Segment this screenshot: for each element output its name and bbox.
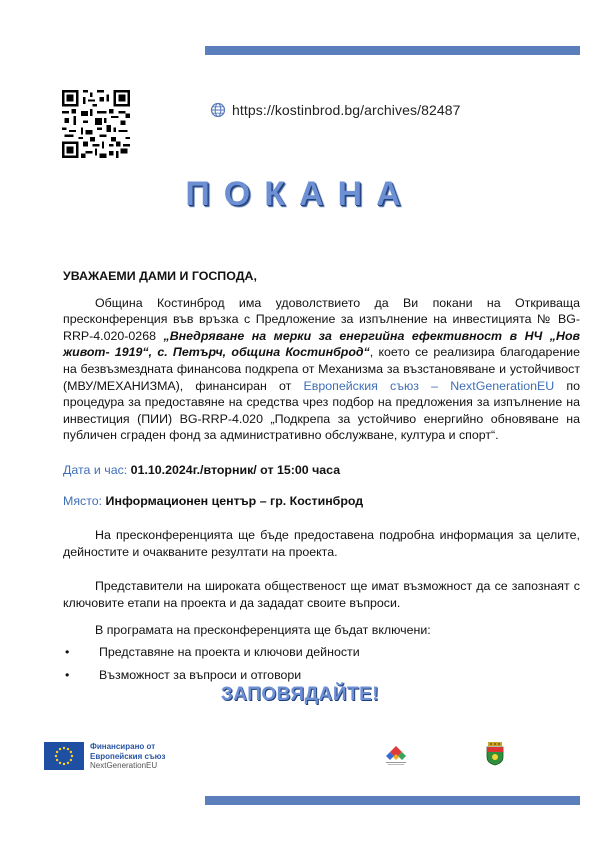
list-item-text: Представяне на проекта и ключови дейности — [99, 645, 360, 660]
eu-funding-logo — [44, 742, 165, 771]
eu-text-line2: Европейския съюз — [90, 751, 166, 761]
info-paragraph: На пресконференцията ще бъде предоставена подробна информация за целите, дейностите и очакваните резултати на проекта. — [63, 528, 580, 559]
program-list — [63, 644, 580, 683]
list-item — [63, 667, 580, 684]
intro-paragraph — [63, 295, 580, 444]
eu-text-line3: NextGenerationEU — [90, 761, 158, 770]
intro-text: Община Костинброд има удоволствието да Ви покани на Откриваща пресконференция във връзка с Предложение за изпълнение на инвестицията № BG-RRP-4.020-0268 — [63, 295, 580, 343]
place-label: Място: — [63, 493, 103, 508]
eu-link[interactable]: Европейския съюз – NextGenerationEU — [303, 378, 555, 393]
header-bar — [205, 46, 580, 55]
bullet-icon: • — [65, 667, 70, 682]
greeting: УВАЖАЕМИ ДАМИ И ГОСПОДА, — [63, 269, 257, 283]
page-title: ПОКАНА — [185, 175, 415, 213]
place-line — [63, 493, 580, 510]
program-intro: В програмата на пресконференцията ще бъдат включени: — [95, 622, 431, 637]
list-item — [63, 644, 580, 661]
url-row[interactable] — [210, 102, 461, 118]
place-value: Информационен център – гр. Костинброд — [102, 493, 364, 508]
welcome-heading: ЗАПОВЯДАЙТЕ! — [220, 684, 380, 705]
qr-code-icon — [62, 90, 130, 158]
list-item-text: Възможност за въпроси и отговори — [99, 667, 302, 682]
public-paragraph: Представители на широката общественост ще имат възможност да се запознаят с ключовите етапи на проекта и да зададат своите въпроси. — [63, 579, 580, 610]
intro-text-end: по процедура за предоставяне на средства чрез подбор на предложения за изпълнение на инвестиция (ПИИ) BG-RRP-4.020 „Подкрепа за устойчиво енергийно обновяване на публичен сграден фонд за административно обслужване, култура и спорт“. — [63, 378, 580, 443]
datetime-value: 01.10.2024г./вторник/ от 15:00 часа — [127, 462, 341, 477]
footer-bar — [205, 796, 580, 805]
eu-text-line1: Финансирано от — [90, 742, 156, 751]
datetime-line — [63, 462, 580, 479]
invitation-body — [63, 268, 580, 689]
datetime-label: Дата и час: — [63, 462, 128, 477]
project-name: „Внедряване на мерки за енергийна ефективност в НЧ „Нов живот- 1919“, с. Петърч, община Костинброд“ — [63, 328, 580, 360]
globe-icon — [210, 102, 226, 118]
municipality-coat-of-arms-icon — [485, 742, 505, 766]
bullet-icon: • — [65, 645, 70, 660]
recovery-plan-logo-icon — [382, 744, 410, 766]
page-url-link[interactable]: https://kostinbrod.bg/archives/82487 — [232, 102, 461, 118]
eu-flag-icon — [44, 742, 84, 770]
intro-text-rest: , което се реализира благодарение на безвъзмездната финансова подкрепа от Механизма за възстановяване и устойчивост (МВУ/МЕХАНИЗМА), финансиран от — [63, 345, 580, 393]
